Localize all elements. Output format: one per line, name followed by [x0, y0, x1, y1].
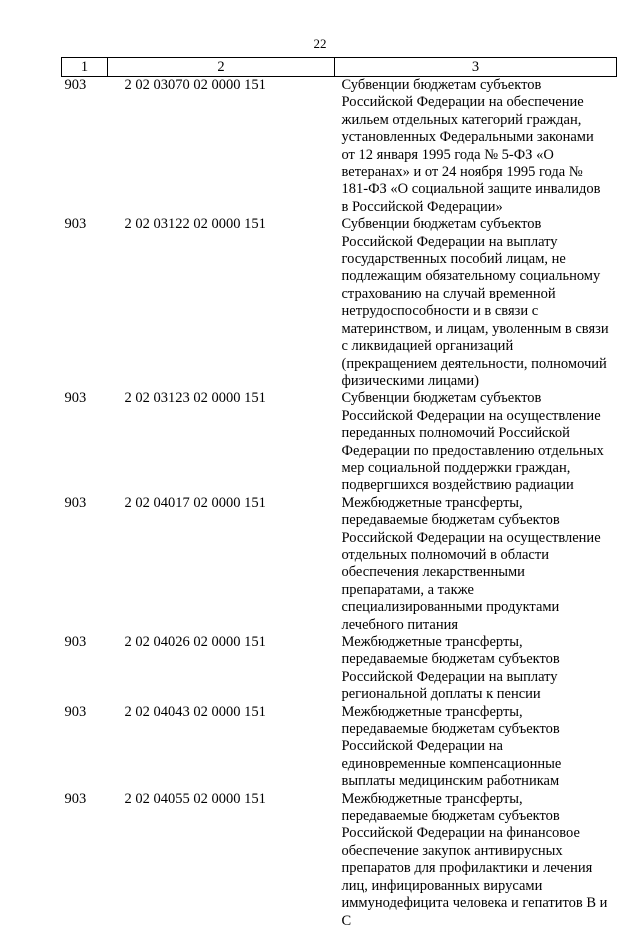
page-number: 22 — [313, 36, 327, 51]
revenue-name-cell: Межбюджетные трансферты, передаваемые бюджетам субъектов Российской Федерации на осуществление отдельных полномочий в области обеспечения лекарственными препаратами, а также специализированными продуктами лечебного питания — [341, 494, 601, 633]
admin-code-cell: 903 — [64, 703, 87, 720]
budget-code-cell: 2 02 04055 02 0000 151 — [124, 790, 266, 807]
table-row — [62, 634, 617, 704]
table-row — [62, 216, 617, 390]
table-header-row — [62, 58, 617, 77]
admin-code-cell: 903 — [64, 790, 87, 807]
column-header-2: 2 — [108, 58, 335, 77]
revenue-name-cell: Субвенции бюджетам субъектов Российской Федерации на выплату государственных пособий лицам, не подлежащим обязательному социальному страхованию на случай временной нетрудоспособности и в связи с материнством, и лицам, уволенным в связи с ликвидацией организаций (прекращением деятельности, полномочий физическими лицами) — [341, 216, 609, 389]
column-header-3: 3 — [335, 58, 617, 77]
budget-code-cell: 2 02 04026 02 0000 151 — [124, 634, 266, 650]
budget-code-cell: 2 02 03122 02 0000 151 — [124, 216, 266, 233]
revenue-name-cell: Субвенции бюджетам субъектов Российской Федерации на осуществление переданных полномочий Российской Федерации по предоставлению отдельных мер социальной поддержки граждан, подвергшихся воздействию радиации — [341, 390, 604, 494]
budget-code-cell: 2 02 04017 02 0000 151 — [124, 494, 266, 511]
table-row — [62, 390, 617, 494]
admin-code-cell: 903 — [64, 216, 87, 233]
admin-code-cell: 903 — [64, 494, 87, 511]
revenue-name-cell: Субвенции бюджетам субъектов Российской Федерации на обеспечение жильем отдельных категорий граждан, установленных Федеральными законами от 12 января 1995 года № 5-ФЗ «О ветеранах» и от 24 ноября 1995 года № 181-ФЗ «О социальной защите инвалидов в Российской Федерации» — [341, 77, 601, 215]
revenue-name-cell: Межбюджетные трансферты, передаваемые бюджетам субъектов Российской Федерации на финансовое обеспечение закупок антивирусных препаратов для профилактики и лечения лиц, инфицированных вирусами иммунодефицита человека и гепатитов В и С — [341, 790, 608, 929]
column-header-1: 1 — [62, 58, 108, 77]
admin-code-cell: 903 — [64, 390, 87, 407]
revenue-name-cell: Межбюджетные трансферты, передаваемые бюджетам субъектов Российской Федерации на единовременные компенсационные выплаты медицинским работникам — [341, 703, 562, 790]
table-row — [62, 791, 617, 930]
revenue-codes-table — [61, 57, 617, 930]
budget-code-cell: 2 02 03070 02 0000 151 — [124, 77, 266, 93]
budget-code-cell: 2 02 04043 02 0000 151 — [124, 703, 266, 720]
budget-code-cell: 2 02 03123 02 0000 151 — [124, 390, 266, 407]
table-row — [62, 495, 617, 634]
admin-code-cell: 903 — [64, 634, 87, 650]
revenue-name-cell: Межбюджетные трансферты, передаваемые бюджетам субъектов Российской Федерации на выплату региональной доплаты к пенсии — [341, 634, 560, 703]
admin-code-cell: 903 — [64, 77, 87, 93]
table-row — [62, 704, 617, 791]
table-row — [62, 77, 617, 217]
